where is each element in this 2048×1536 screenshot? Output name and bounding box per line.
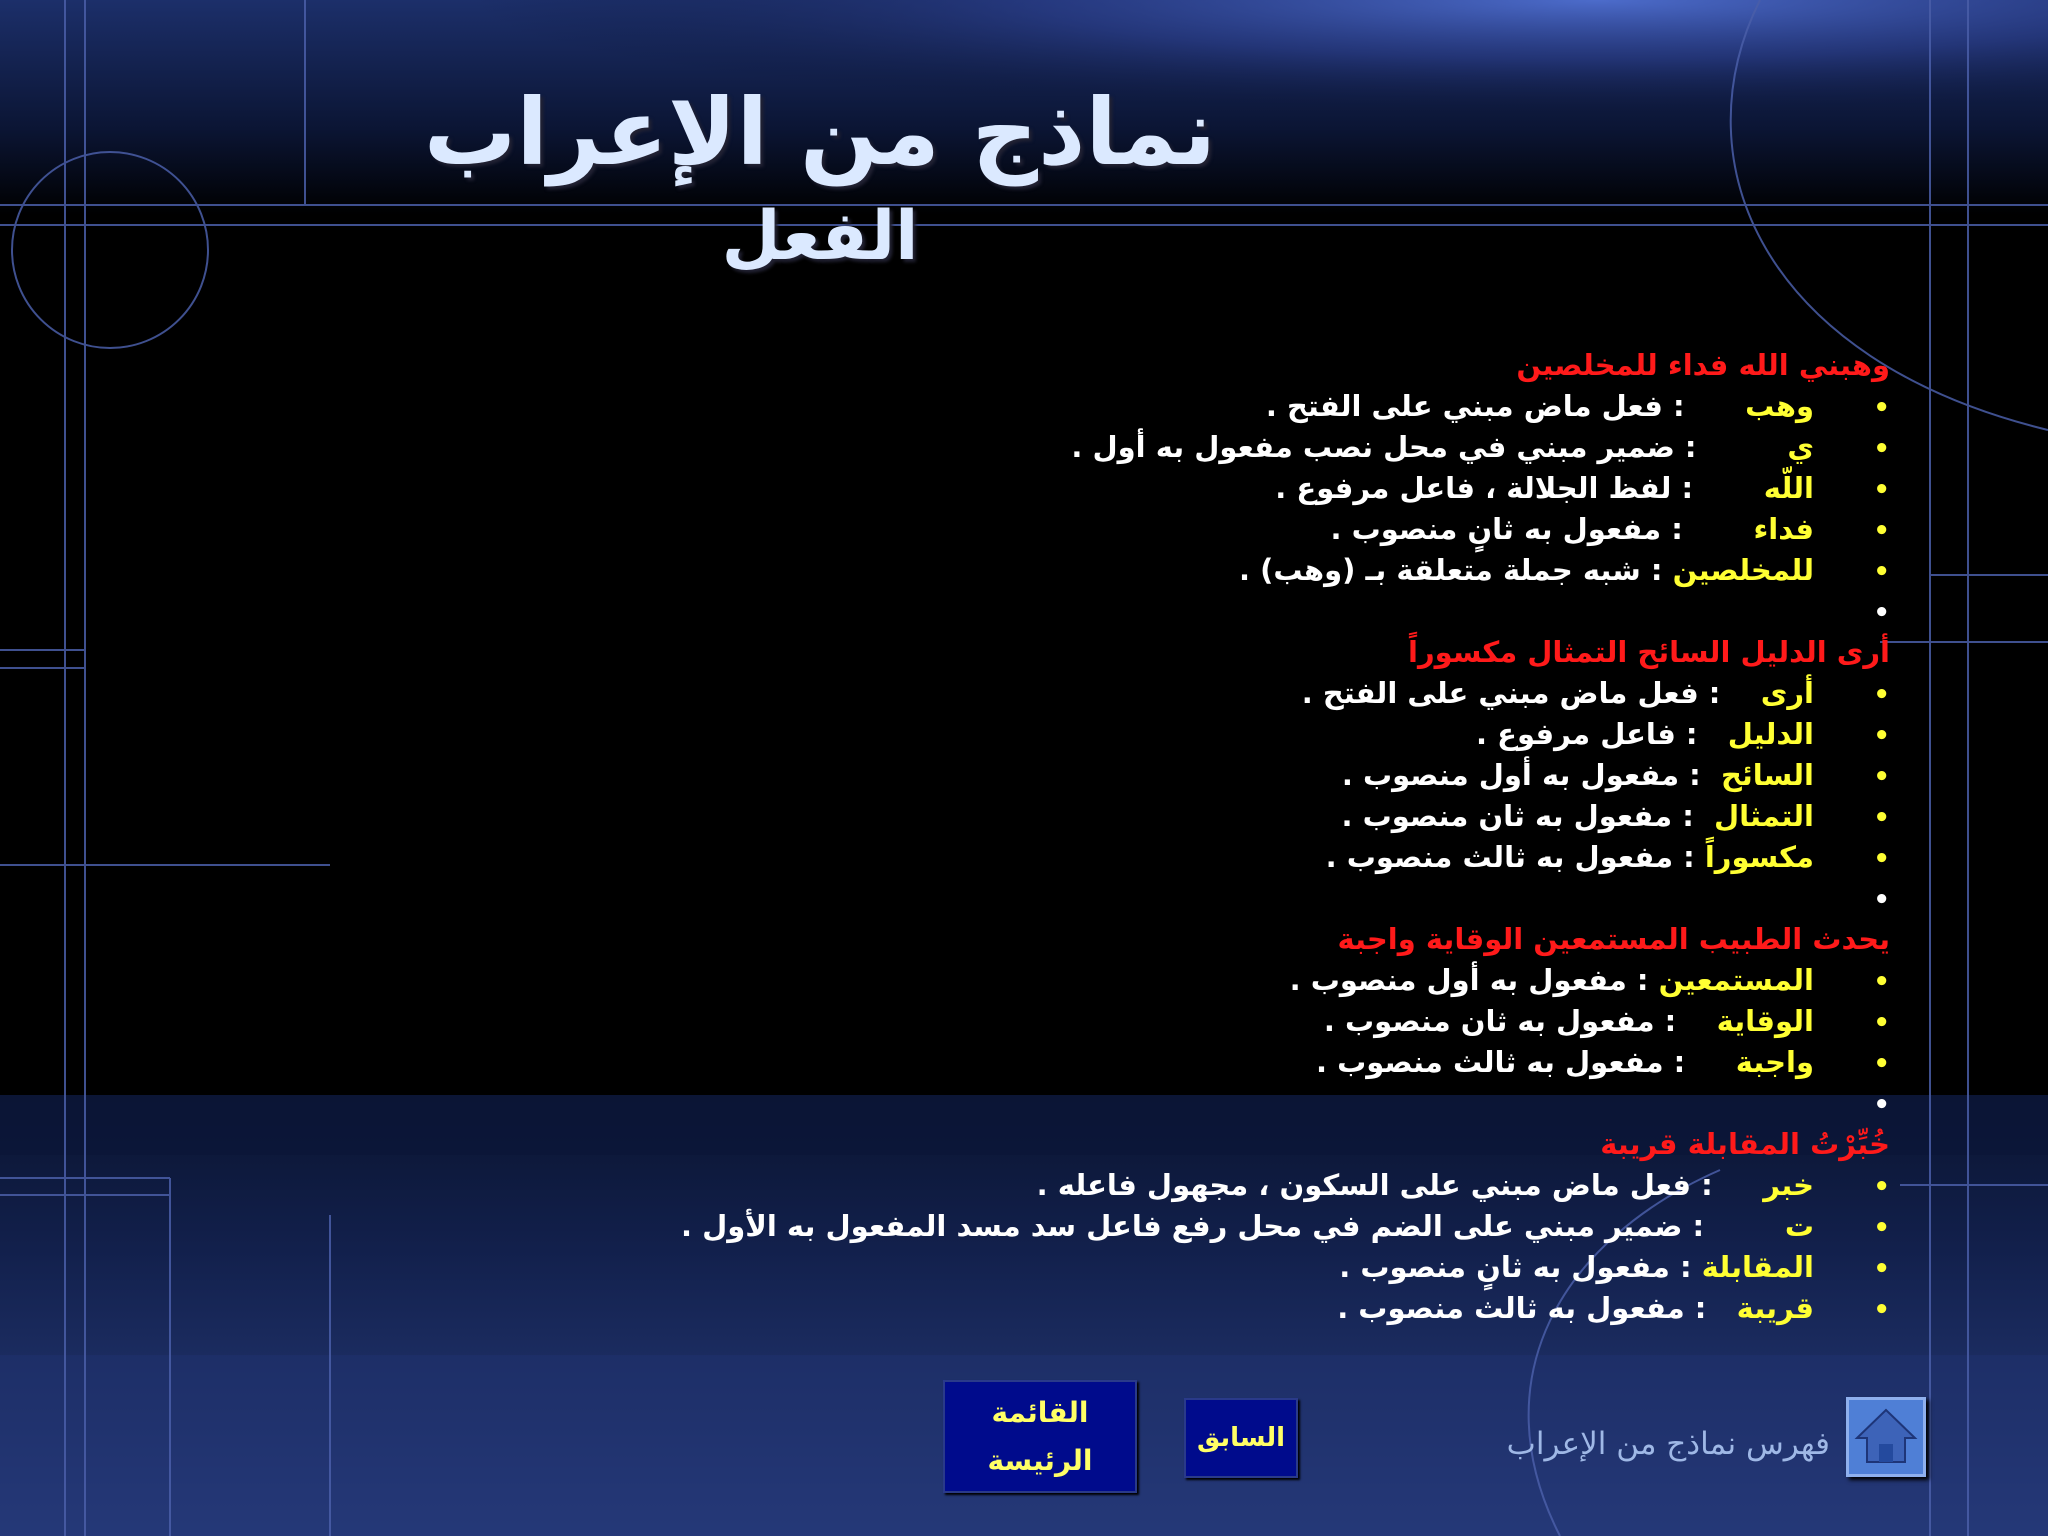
- index-link[interactable]: فهرس نماذج من الإعراب: [1506, 1426, 1830, 1462]
- example-sentence-4: خُبِّرْتُ المقابلة قريبة: [1600, 1127, 1890, 1161]
- main-menu-label-line1: القائمة: [991, 1395, 1089, 1429]
- home-icon: [1849, 1400, 1923, 1474]
- list-item: •مكسوراً : مفعول به ثالث منصوب .: [1325, 840, 1890, 874]
- list-item: •التمثال : مفعول به ثان منصوب .: [1341, 799, 1890, 833]
- list-item: •السائح : مفعول به أول منصوب .: [1341, 758, 1890, 792]
- main-menu-button[interactable]: [943, 1380, 1137, 1493]
- previous-button[interactable]: السابق: [1184, 1398, 1298, 1478]
- example-sentence-2: أرى الدليل السائح التمثال مكسوراً: [1408, 635, 1890, 669]
- empty-bullet: •: [1873, 598, 1890, 628]
- list-item: •ي : ضمير مبني في محل نصب مفعول به أول .: [1071, 430, 1890, 464]
- list-item: •ت : ضمير مبني على الضم في محل رفع فاعل سد مسد المفعول به الأول .: [680, 1209, 1890, 1243]
- list-item: •فداء : مفعول به ثانٍ منصوب .: [1330, 512, 1890, 546]
- list-item: •خبر : فعل ماض مبني على السكون ، مجهول فاعله .: [1036, 1168, 1890, 1202]
- list-item: •الدليل : فاعل مرفوع .: [1476, 717, 1890, 751]
- parsing-examples: [390, 345, 1890, 1329]
- list-item: •أرى : فعل ماض مبني على الفتح .: [1301, 676, 1890, 710]
- empty-bullet: •: [1873, 1090, 1890, 1120]
- list-item: •اللّه : لفظ الجلالة ، فاعل مرفوع .: [1275, 471, 1890, 505]
- main-menu-label-line2: الرئيسة: [987, 1443, 1093, 1477]
- list-item: •المستمعين : مفعول به أول منصوب .: [1289, 963, 1890, 997]
- example-sentence-3: يحدث الطبيب المستمعين الوقاية واجبة: [1337, 922, 1890, 956]
- list-item: •للمخلصين : شبه جملة متعلقة بـ (وهب) .: [1238, 553, 1890, 587]
- list-item: •وهب : فعل ماض مبني على الفتح .: [1265, 389, 1890, 423]
- list-item: •قريبة : مفعول به ثالث منصوب .: [1337, 1291, 1890, 1325]
- list-item: •الوقاية : مفعول به ثان منصوب .: [1323, 1004, 1890, 1038]
- list-item: •واجبة : مفعول به ثالث منصوب .: [1316, 1045, 1890, 1079]
- list-item: •المقابلة : مفعول به ثانٍ منصوب .: [1339, 1250, 1890, 1284]
- slide-subtitle: الفعل: [721, 197, 919, 276]
- empty-bullet: •: [1873, 885, 1890, 915]
- example-sentence-1: وهبني الله فداء للمخلصين: [1516, 348, 1890, 382]
- slide-title: نماذج من الإعراب: [423, 79, 1217, 186]
- home-button[interactable]: [1846, 1397, 1926, 1477]
